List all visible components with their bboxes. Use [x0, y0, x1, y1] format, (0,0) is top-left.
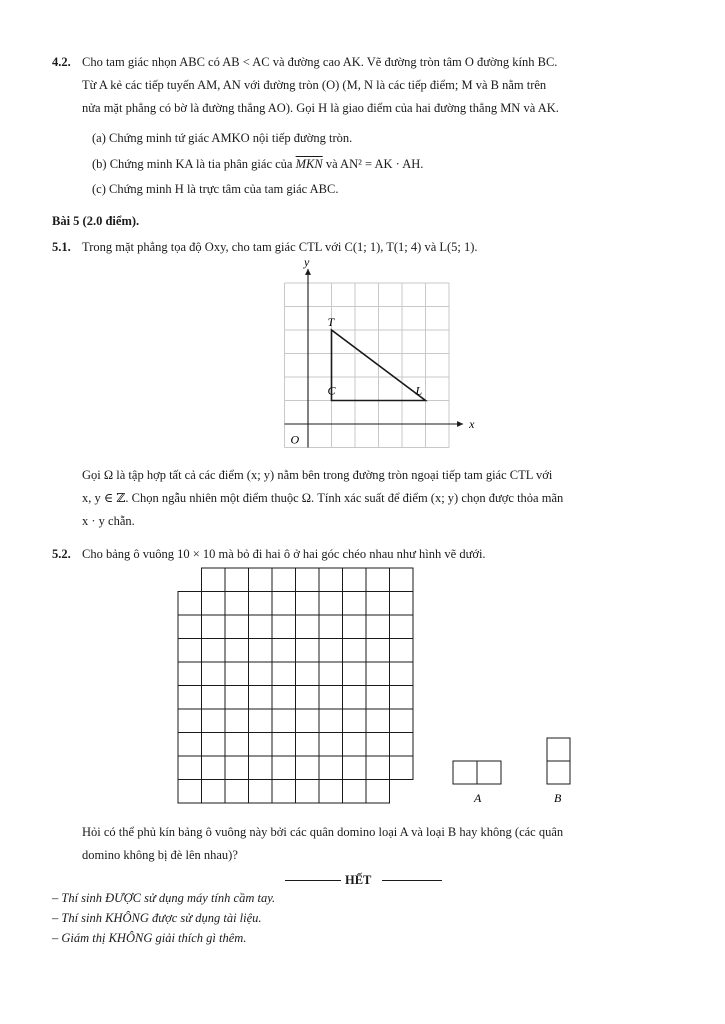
end-rule-left: [285, 880, 341, 881]
board-cell: [296, 733, 320, 757]
point-label-l: L: [415, 383, 423, 398]
grid-lines: [285, 283, 450, 448]
angle-mkn: $\overline{MKN}$: [295, 157, 323, 171]
board-cell: [178, 709, 202, 733]
board-cell: [390, 733, 414, 757]
board-cell: [296, 662, 320, 686]
board-cell: [343, 615, 367, 639]
board-cell: [272, 639, 296, 663]
domino-b: [547, 738, 570, 784]
problem-4-2-line-2: Từ A kẻ các tiếp tuyến AM, AN với đường tròn (O) (M, N là các tiếp điểm; M và B nằm trên: [82, 78, 547, 92]
note-proctor: – Giám thị KHÔNG giải thích gì thêm.: [52, 931, 247, 945]
problem-5-2-question-line-1: Hỏi có thể phủ kín bảng ô vuông này bởi các quân domino loại A và loại B hay không (các quân: [82, 825, 564, 839]
part-b-suffix: và AN² = AK · AH.: [322, 157, 424, 171]
board-cell: [272, 686, 296, 710]
board-cell: [343, 709, 367, 733]
board-cell: [296, 615, 320, 639]
domino-label-b: B: [554, 791, 562, 805]
board-cell: [249, 780, 273, 804]
board-10x10: [178, 568, 413, 803]
board-cell: [390, 756, 414, 780]
board-cell: [390, 615, 414, 639]
board-cell: [319, 709, 343, 733]
board-cell: [343, 733, 367, 757]
board-cell: [390, 592, 414, 616]
problem-5-2-line-1: Cho bảng ô vuông 10 × 10 mà bỏ đi hai ô ở hai góc chéo nhau như hình vẽ dưới.: [82, 547, 486, 561]
board-cell: [249, 615, 273, 639]
y-axis-arrow: [305, 269, 311, 275]
board-cell: [296, 639, 320, 663]
board-cell: [272, 709, 296, 733]
board-figure: [170, 560, 590, 810]
problem-5-1-line-1: Trong mặt phẳng tọa độ Oxy, cho tam giác CTL với C(1; 1), T(1; 4) và L(5; 1).: [82, 240, 478, 254]
origin-label: O: [290, 432, 300, 447]
problem-4-2-part-c: (c) Chứng minh H là trực tâm của tam giác ABC.: [92, 182, 339, 196]
coordinate-grid-figure: [270, 254, 475, 452]
board-cell: [225, 709, 249, 733]
board-cell: [366, 615, 390, 639]
board-cell: [249, 686, 273, 710]
board-cell: [202, 592, 226, 616]
problem-4-2-line-3: nửa mặt phẳng có bờ là đường thẳng AO). Gọi H là giao điểm của hai đường thẳng MN và AK.: [82, 101, 559, 115]
board-cell: [390, 568, 414, 592]
board-cell: [225, 756, 249, 780]
problem-4-2-number: 4.2.: [52, 55, 71, 69]
problem-5-2-number: 5.2.: [52, 547, 71, 561]
domino-a: [453, 761, 501, 784]
board-cell: [272, 662, 296, 686]
board-cell: [319, 615, 343, 639]
board-cell: [390, 686, 414, 710]
board-cell: [249, 733, 273, 757]
board-cell: [272, 756, 296, 780]
board-cell: [202, 662, 226, 686]
board-cell: [178, 639, 202, 663]
problem-4-2-part-a: (a) Chứng minh tứ giác AMKO nội tiếp đường tròn.: [92, 131, 353, 145]
problem-4-2-part-b: [92, 156, 423, 172]
board-cell: [178, 592, 202, 616]
end-marker: HẾT: [345, 873, 372, 887]
note-documents: – Thí sinh KHÔNG được sử dụng tài liệu.: [52, 911, 262, 925]
board-cell: [202, 686, 226, 710]
board-cell: [272, 615, 296, 639]
board-cell: [225, 615, 249, 639]
board-cell: [319, 733, 343, 757]
board-cell: [296, 780, 320, 804]
board-cell: [225, 639, 249, 663]
board-cell: [319, 662, 343, 686]
board-cell: [390, 662, 414, 686]
board-cell: [202, 733, 226, 757]
board-cell: [319, 756, 343, 780]
board-cell: [249, 756, 273, 780]
board-cell: [390, 709, 414, 733]
point-label-t: T: [327, 315, 335, 329]
board-cell: [366, 662, 390, 686]
board-cell: [249, 568, 273, 592]
board-cell: [343, 756, 367, 780]
board-cell: [178, 662, 202, 686]
board-cell: [296, 568, 320, 592]
part-b-prefix: (b) Chứng minh KA là tia phân giác của: [92, 157, 296, 171]
board-cell: [249, 709, 273, 733]
board-cell: [225, 780, 249, 804]
board-cell: [343, 780, 367, 804]
board-cell: [178, 756, 202, 780]
board-cell: [249, 662, 273, 686]
board-cell: [366, 568, 390, 592]
board-cell: [296, 756, 320, 780]
board-cell: [319, 568, 343, 592]
note-calculator: – Thí sinh ĐƯỢC sử dụng máy tính cầm tay.: [52, 891, 276, 905]
board-cell: [296, 709, 320, 733]
board-cell: [225, 662, 249, 686]
board-cell: [178, 615, 202, 639]
board-cell: [202, 639, 226, 663]
board-cell: [178, 733, 202, 757]
board-cell: [319, 592, 343, 616]
board-cell: [178, 780, 202, 804]
board-cell: [319, 780, 343, 804]
axes: [285, 269, 464, 448]
problem-5-1-question-line-2: x, y ∈ ℤ. Chọn ngẫu nhiên một điểm thuộc Ω. Tính xác suất để điểm (x; y) chọn được thỏa mãn: [82, 491, 564, 505]
board-cell: [366, 756, 390, 780]
board-cell: [319, 686, 343, 710]
board-cell: [366, 709, 390, 733]
problem-5-1-question-line-1: Gọi Ω là tập hợp tất cả các điểm (x; y) nằm bên trong đường tròn ngoại tiếp tam giác CTL với: [82, 468, 553, 482]
board-cell: [343, 592, 367, 616]
domino-label-a: A: [474, 791, 482, 805]
section-title-bai-5: Bài 5 (2.0 điểm).: [52, 214, 140, 228]
point-label-c: C: [327, 383, 336, 398]
board-cell: [319, 639, 343, 663]
board-cell: [343, 639, 367, 663]
board-cell: [249, 592, 273, 616]
board-cell: [366, 733, 390, 757]
board-cell: [225, 686, 249, 710]
board-cell: [202, 756, 226, 780]
board-cell: [366, 780, 390, 804]
board-cell: [343, 568, 367, 592]
axis-label-x: x: [469, 417, 475, 431]
end-rule-right: [382, 880, 442, 881]
board-cell: [343, 662, 367, 686]
board-cell: [272, 733, 296, 757]
board-cell: [202, 780, 226, 804]
board-cell: [366, 639, 390, 663]
board-cell: [225, 568, 249, 592]
problem-5-1-question-line-3: x · y chẵn.: [82, 514, 135, 528]
board-cell: [390, 639, 414, 663]
board-cell: [178, 686, 202, 710]
board-cell: [366, 592, 390, 616]
board-cell: [249, 639, 273, 663]
board-cell: [225, 733, 249, 757]
board-cell: [225, 592, 249, 616]
board-cell: [202, 568, 226, 592]
axis-label-y: y: [304, 254, 310, 269]
board-cell: [296, 592, 320, 616]
board-cell: [202, 709, 226, 733]
board-cell: [272, 780, 296, 804]
board-cell: [296, 686, 320, 710]
problem-5-1-number: 5.1.: [52, 240, 71, 254]
board-cell: [343, 686, 367, 710]
problem-5-2-question-line-2: domino không bị đè lên nhau)?: [82, 848, 238, 862]
board-cell: [202, 615, 226, 639]
problem-4-2-line-1: Cho tam giác nhọn ABC có AB < AC và đường cao AK. Vẽ đường tròn tâm O đường kính BC.: [82, 55, 558, 69]
board-cell: [272, 568, 296, 592]
board-cell: [272, 592, 296, 616]
x-axis-arrow: [457, 421, 463, 427]
board-cell: [366, 686, 390, 710]
